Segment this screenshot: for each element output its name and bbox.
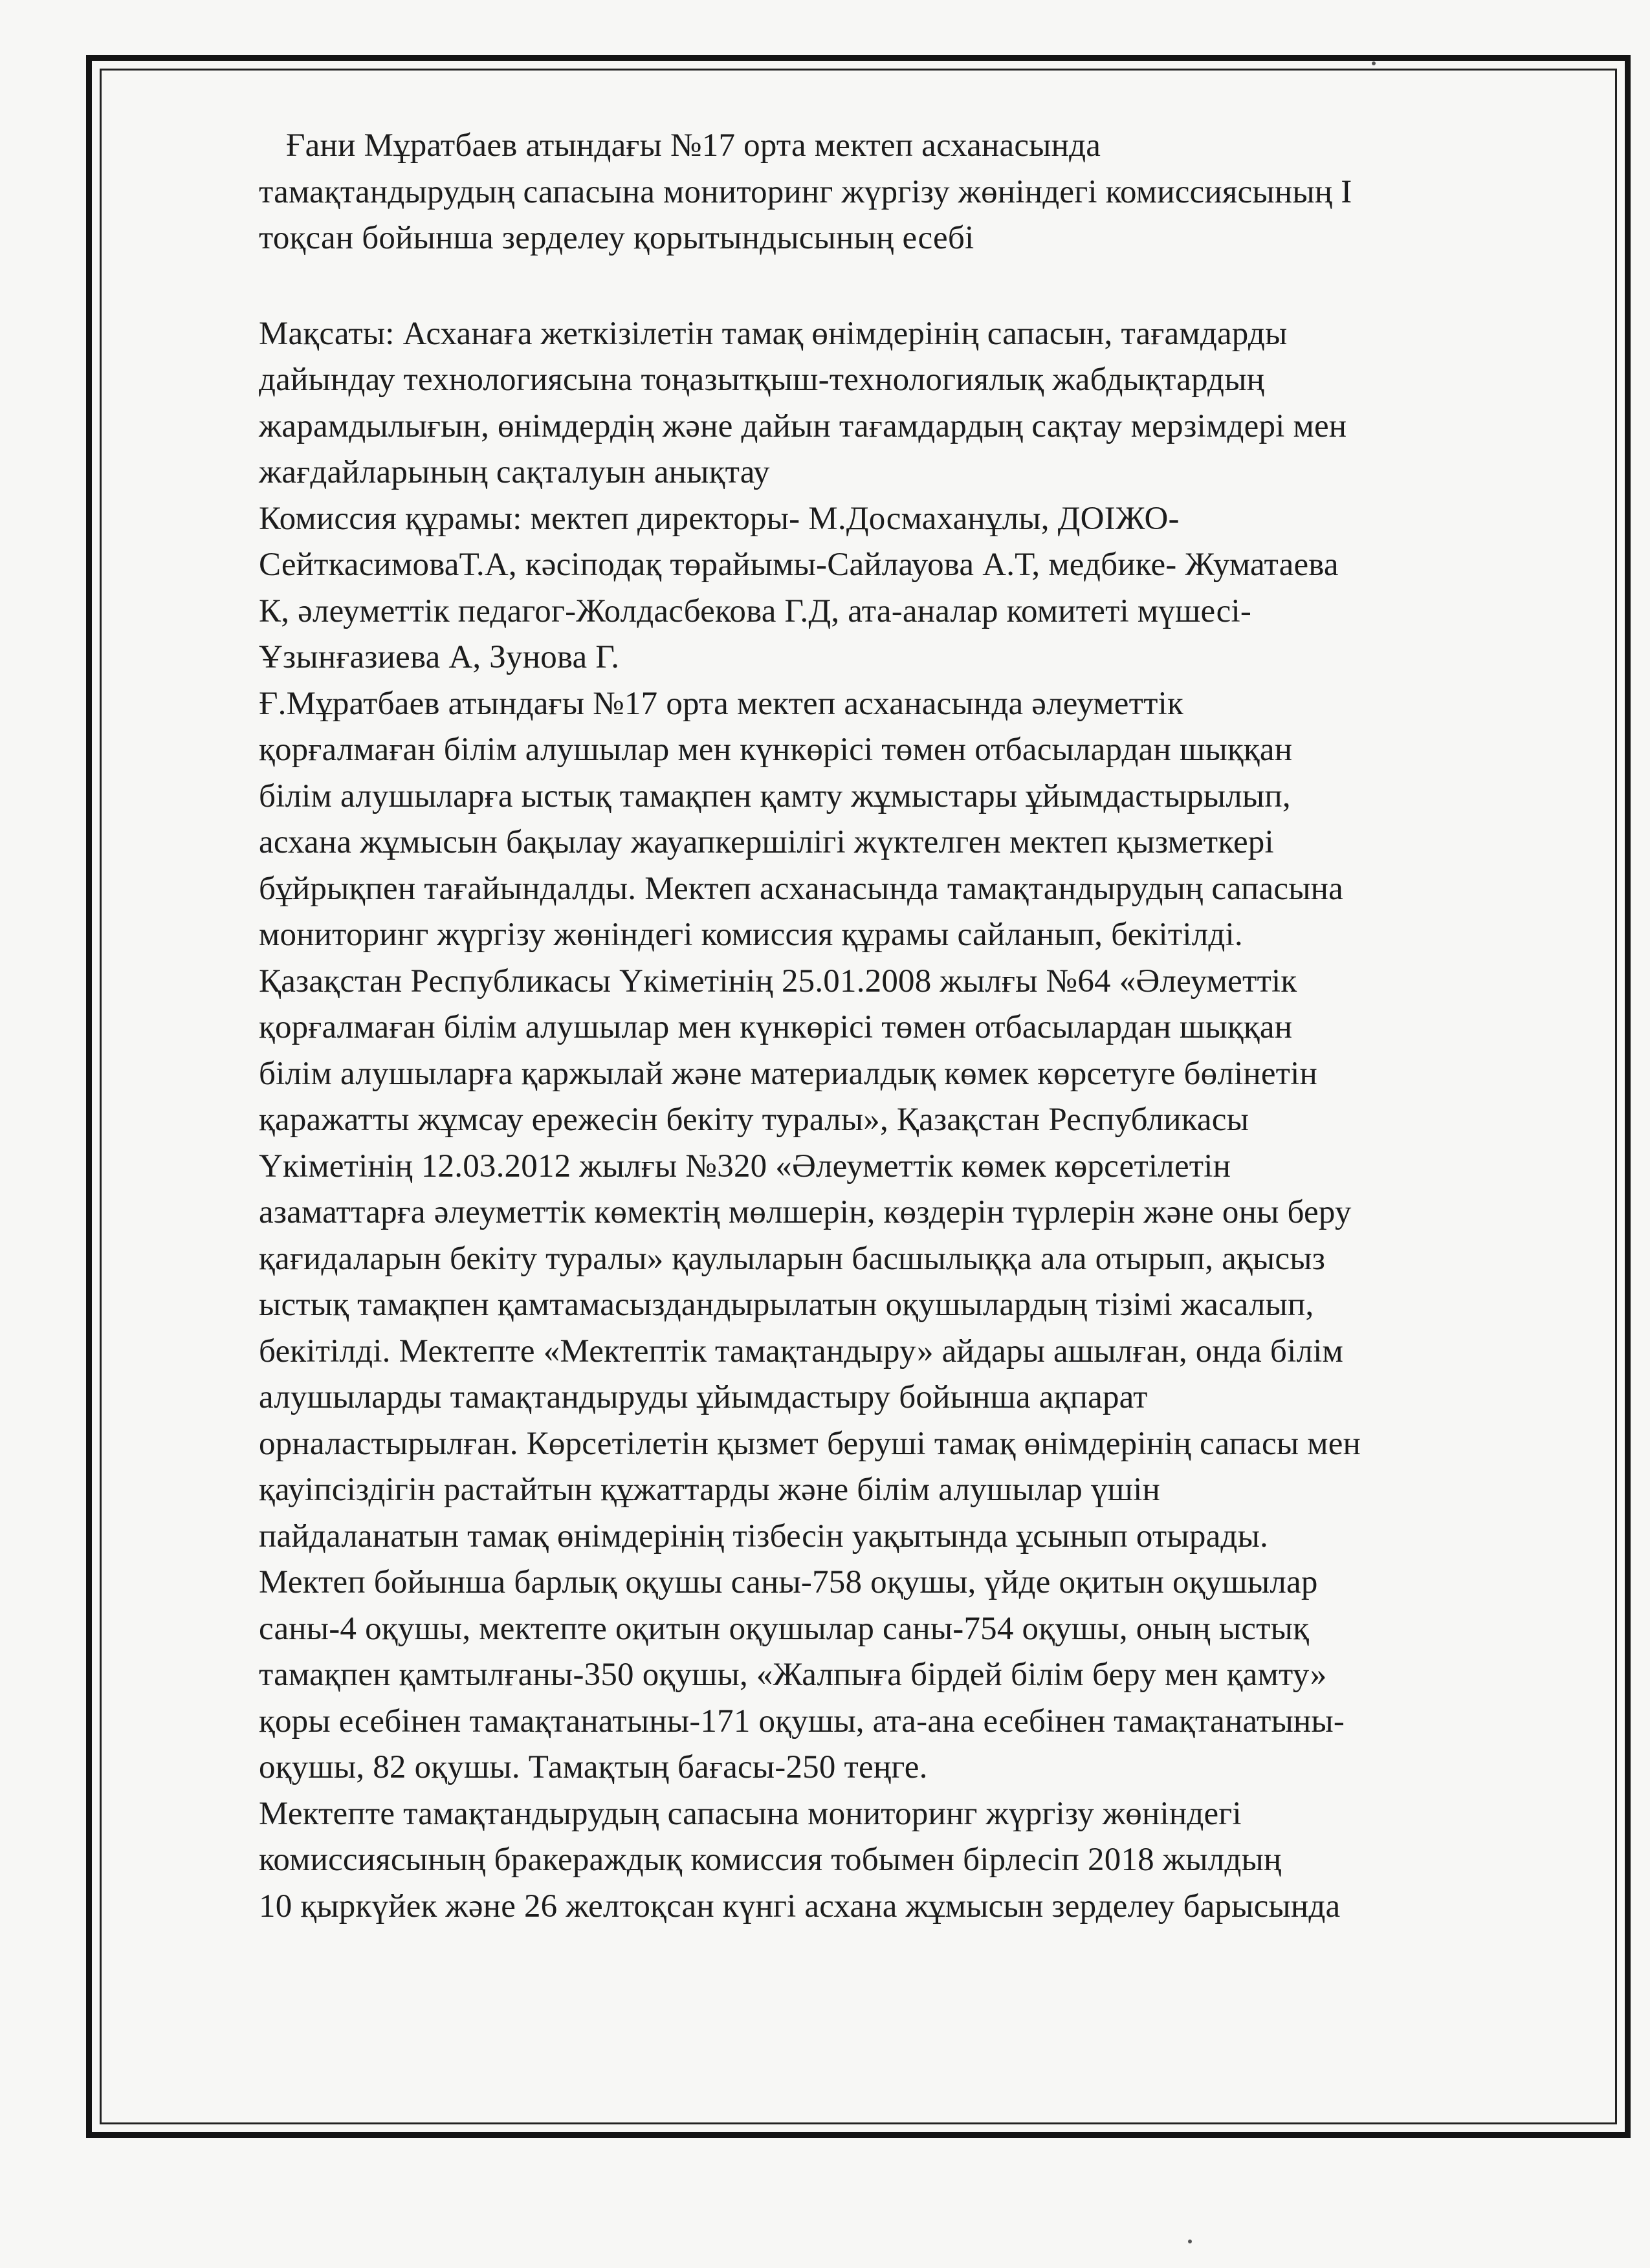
commission-text-line: СейткасимоваТ.А, кәсіподақ төрайымы-Сайлауова А.Т, медбике- Жуматаева <box>259 547 1339 583</box>
body-text-line: ыстық тамақпен қамтамасыздандырылатын оқушылардың тізімі жасалып, <box>259 1287 1314 1323</box>
body-text-line: мониторинг жүргізу жөніндегі комиссия құрамы сайланып, бекітілді. <box>259 917 1243 953</box>
document-text <box>259 311 1546 1930</box>
commission-text-line: Комиссия құрамы: мектеп директоры- М.Досмаханұлы, ДОІЖО- <box>259 500 1180 537</box>
body-text-line: қаражатты жұмсау ережесін бекіту туралы», Қазақстан Республикасы <box>259 1102 1249 1138</box>
stats-text-line: тамақпен қамтылғаны-350 оқушы, «Жалпыға бірдей білім беру мен қамту» <box>259 1657 1327 1693</box>
body-text-line: Қазақстан Республикасы Үкіметінің 25.01.2008 жылғы №64 «Әлеуметтік <box>259 963 1297 999</box>
monitoring-text-line: 10 қыркүйек және 26 желтоқсан күнгі асхана жұмысын зерделеу барысында <box>259 1888 1341 1925</box>
body-text-line: қауіпсіздігін растайтын құжаттарды және білім алушылар үшін <box>259 1472 1160 1508</box>
document-body <box>259 123 1546 1930</box>
document-title <box>259 123 1546 262</box>
stats-text-line: оқушы, 82 оқушы. Тамақтың бағасы-250 теңге. <box>259 1749 928 1785</box>
body-text-line: білім алушыларға ыстық тамақпен қамту жұмыстары ұйымдастырылып, <box>259 778 1291 814</box>
body-text-line: қорғалмаған білім алушылар мен күнкөрісі төмен отбасылардан шыққан <box>259 732 1293 768</box>
scan-speck <box>1188 2240 1192 2243</box>
body-text-line: Үкіметінің 12.03.2012 жылғы №320 «Әлеуметтік көмек көрсетілетін <box>259 1148 1231 1184</box>
commission-text-line: К, әлеуметтік педагог-Жолдасбекова Г.Д, ата-аналар комитеті мүшесі- <box>259 593 1252 629</box>
goal-text-line: дайындау технологиясына тоңазытқыш-технологиялық жабдықтардың <box>259 362 1265 398</box>
commission-text-line: Ұзынғазиева А, Зунова Г. <box>259 639 620 675</box>
stats-text-line: саны-4 оқушы, мектепте оқитын оқушылар саны-754 оқушы, оның ыстық <box>259 1610 1310 1647</box>
monitoring-text-line: комиссиясының бракераждық комиссия тобымен бірлесіп 2018 жылдың <box>259 1842 1282 1878</box>
body-text-line: білім алушыларға қаржылай және материалдық көмек көрсетуге бөлінетін <box>259 1055 1318 1092</box>
body-text-line: азаматтарға әлеуметтік көмектің мөлшерін, көздерін түрлерін және оны беру <box>259 1194 1352 1230</box>
body-text-line: қағидаларын бекіту туралы» қаулыларын басшылыққа ала отырып, ақысыз <box>259 1240 1326 1277</box>
body-text-line: Ғ.Мұратбаев атындағы №17 орта мектеп асханасында әлеуметтік <box>259 685 1183 722</box>
goal-text-line: жарамдылығын, өнімдердің және дайын тағамдардың сақтау мерзімдері мен <box>259 408 1347 444</box>
stats-text-line: қоры есебінен тамақтанатыны-171 оқушы, ата-ана есебінен тамақтанатыны- <box>259 1703 1345 1739</box>
title-line: Ғани Мұратбаев атындағы №17 орта мектеп асханасында <box>286 127 1101 164</box>
body-text-line: асхана жұмысын бақылау жауапкершілігі жүктелген мектеп қызметкері <box>259 824 1274 860</box>
body-text-line: қорғалмаған білім алушылар мен күнкөрісі төмен отбасылардан шыққан <box>259 1009 1293 1045</box>
title-line: тоқсан бойынша зерделеу қорытындысының есебі <box>259 220 974 256</box>
goal-text-line: жағдайларының сақталуын анықтау <box>259 454 770 490</box>
body-text-line: пайдаланатын тамақ өнімдерінің тізбесін уақытында ұсынып отырады. <box>259 1518 1268 1554</box>
body-text-line: орналастырылған. Көрсетілетін қызмет беруші тамақ өнімдерінің сапасы мен <box>259 1425 1361 1462</box>
title-line: тамақтандырудың сапасына мониторинг жүргізу жөніндегі комиссиясының І <box>259 173 1352 210</box>
scan-speck <box>1372 61 1376 65</box>
monitoring-text-line: Мектепте тамақтандырудың сапасына мониторинг жүргізу жөніндегі <box>259 1795 1242 1832</box>
body-text-line: бекітілді. Мектепте «Мектептік тамақтандыру» айдары ашылған, онда білім <box>259 1333 1343 1369</box>
goal-text-line: Мақсаты: Асханаға жеткізілетін тамақ өнімдерінің сапасын, тағамдарды <box>259 315 1288 352</box>
body-text-line: алушыларды тамақтандыруды ұйымдастыру бойынша ақпарат <box>259 1379 1148 1415</box>
body-text-line: бұйрықпен тағайындалды. Мектеп асханасында тамақтандырудың сапасына <box>259 870 1344 907</box>
stats-text-line: Мектеп бойынша барлық оқушы саны-758 оқушы, үйде оқитын оқушылар <box>259 1564 1318 1600</box>
